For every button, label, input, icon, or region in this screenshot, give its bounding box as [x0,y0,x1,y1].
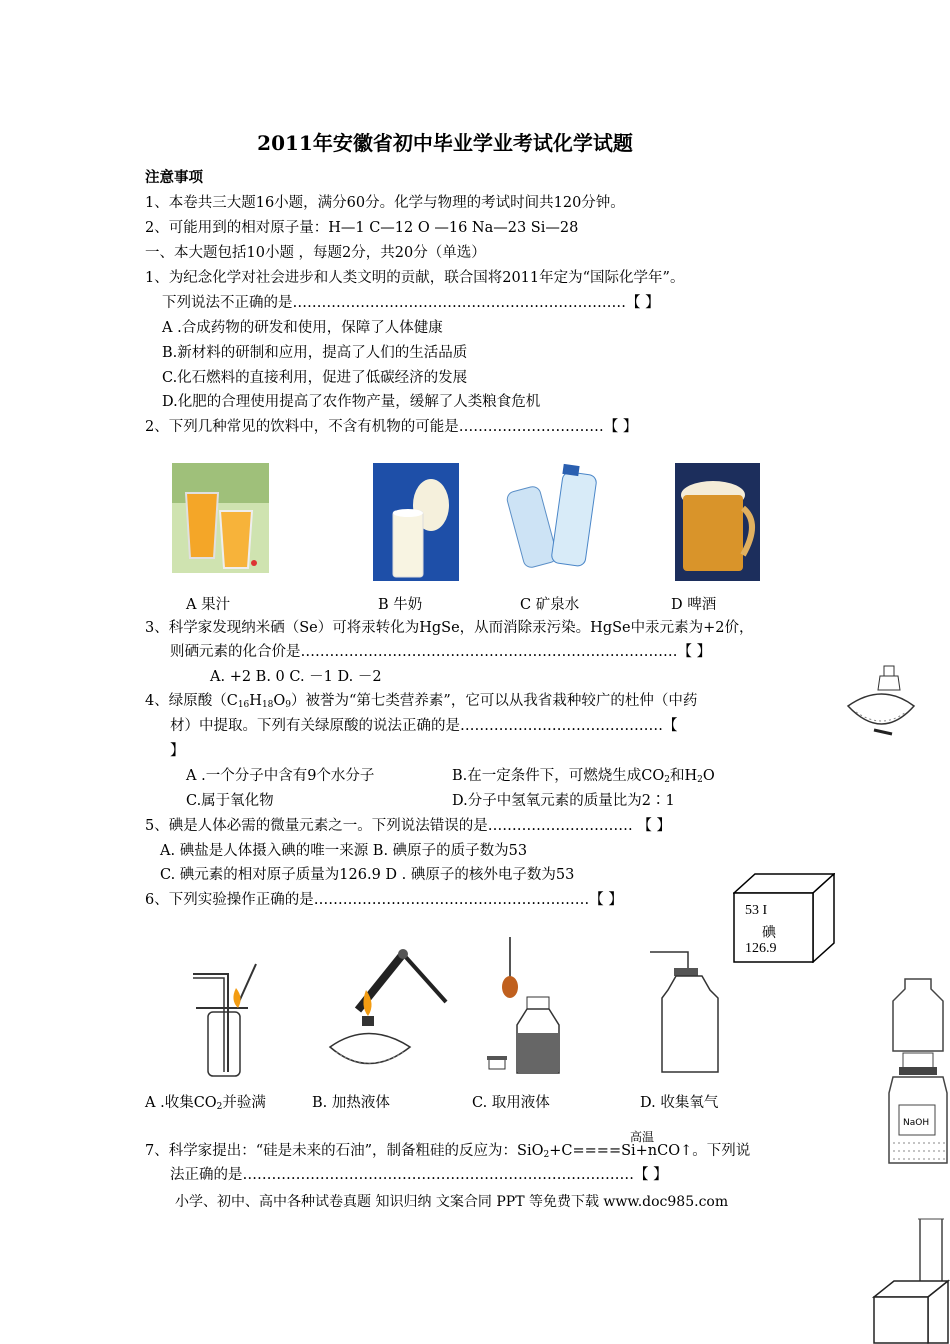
q1-option-a: A .合成药物的研发和使用，保障了人体健康 [162,320,443,336]
q7-stem-2: 法正确的是………………………………………………………………………【 】 [170,1167,668,1183]
beer-image [675,463,760,581]
q6-option-b: B. 加热液体 [312,1095,390,1111]
page-title: 2011年安徽省初中毕业学业考试化学试题 [257,131,633,155]
mineral-water-image [505,463,605,571]
q4-stem-2: 材）中提取。下列有关绿原酸的说法正确的是……………………………………【 [170,718,678,734]
q3-stem-2: 则硒元素的化合价是……………………………………………………………………【 】 [170,644,712,660]
q4-stem-3: 】 [170,743,185,759]
q6-option-d: D. 收集氧气 [640,1095,719,1111]
q5-options-ab: A. 碘盐是人体摄入碘的唯一来源 B. 碘原子的质子数为53 [160,843,528,859]
q4-option-b: B.在一定条件下，可燃烧生成$CO_2$和$H_2O$ [452,768,715,785]
q2-option-c: C 矿泉水 [520,597,580,613]
q6-stem: 6、下列实验操作正确的是…………………………………………………【 】 [145,892,623,908]
iodine-mass: 126.9 [745,941,777,956]
margin-tube-and-box [870,1215,950,1344]
notice-line-1: 1、本卷共三大题16小题，满分60分。化学与物理的考试时间共120分钟。 [145,195,625,211]
q3-options: A. +2 B. 0 C. －1 D. －2 [210,669,382,685]
margin-alcohol-lamp [846,662,916,742]
page-footer: 小学、初中、高中各种试卷真题 知识归纳 文案合同 PPT 等免费下载 www.doc985.com [175,1194,729,1210]
juice-image [172,463,269,573]
q5-options-cd: C. 碘元素的相对原子质量为126.9 D . 碘原子的核外电子数为53 [160,867,575,883]
q6-option-c: C. 取用液体 [472,1095,550,1111]
q1-option-c: C.化石燃料的直接利用，促进了低碳经济的发展 [162,370,468,386]
q4-option-a: A .一个分子中含有9个水分子 [186,768,375,784]
q6-option-a: A .收集$CO_2$并验满 [145,1095,266,1112]
notice-heading: 注意事项 [145,169,203,186]
q1-option-d: D.化肥的合理使用提高了农作物产量，缓解了人类粮食危机 [162,394,541,410]
q1-stem: 1、为纪念化学对社会进步和人类文明的贡献，联合国将2011年定为“国际化学年”。 [145,270,685,286]
q2-option-b: B 牛奶 [378,597,423,613]
milk-image [373,463,459,581]
q4-option-d: D.分子中氢氧元素的质量比为2∶1 [452,793,675,809]
reaction-condition: 高温 [630,1130,655,1144]
section-one-heading: 一、本大题包括10小题 ，每题2分，共20分（单选） [145,245,486,261]
co2-collection-diagram [188,960,268,1080]
q2-stem: 2、下列几种常见的饮料中，不含有机物的可能是…………………………【 】 [145,419,638,435]
naoh-label: NaOH [903,1118,930,1128]
oxygen-collection-diagram [648,948,728,1076]
q2-option-d: D 啤酒 [671,597,717,613]
q3-stem: 3、科学家发现纳米硒（Se）可将汞转化为HgSe，从而消除汞污染。HgSe中汞元素为+2价， [145,620,754,636]
q7-stem: 7、科学家提出：“硅是未来的石油”，制备粗硅的反应为：SiO$_2$+C====Si+nCO↑。下列说 [145,1143,751,1160]
margin-naoh-bottles [885,975,950,1170]
q2-option-a: A 果汁 [186,597,231,613]
q1-stem-2: 下列说法不正确的是……………………………………………………………【 】 [162,295,660,311]
q4-stem: 4、绿原酸$(C_{16}H_{18}O_9)$被誉为“第七类营养素”，它可以从我省栽种较广的杜仲（中药 [145,693,698,710]
notice-line-2: 2、可能用到的相对原子量：H—1 C—12 O —16 Na—23 Si—28 [145,220,579,236]
iodine-number-symbol: 53 I [745,903,768,918]
alcohol-lamp-heating-diagram [328,942,453,1082]
q4-option-c: C.属于氧化物 [186,793,274,809]
dropper-liquid-diagram [485,935,565,1077]
iodine-name: 碘 [762,926,776,941]
q1-option-b: B.新材料的研制和应用，提高了人们的生活品质 [162,345,468,361]
q5-stem: 5、碘是人体必需的微量元素之一。下列说法错误的是………………………… 【 】 [145,818,671,834]
